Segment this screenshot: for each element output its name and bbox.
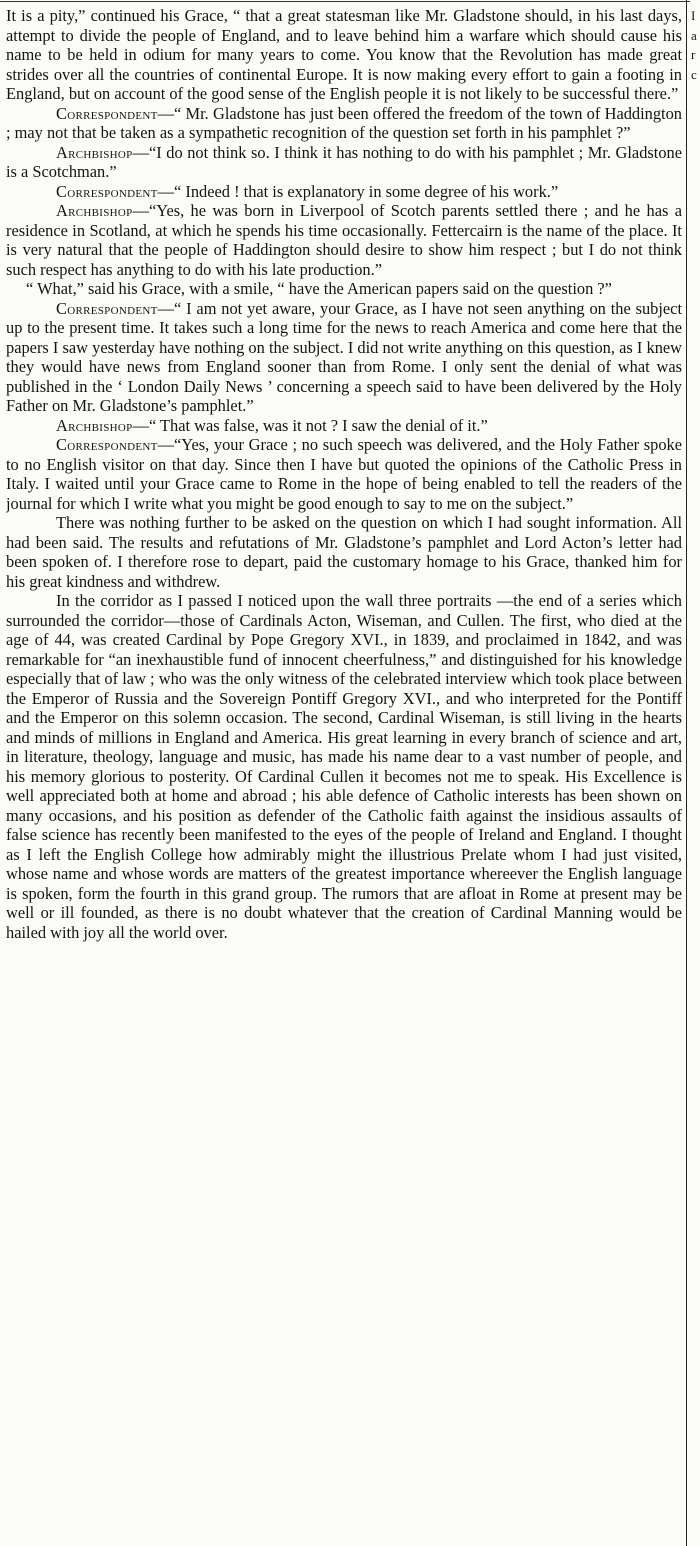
paragraph-narration — [6, 513, 682, 591]
paragraph-text: —“Yes, your Grace ; no such speech was delivered, and the Holy Father spoke to no English visitor on that day. Since then I have but quoted the opinions of the Catholic Press in Italy. I waited until your Grace came to Rome in the hope of being enabled to tell the readers of the journal for which I write what you might be good enough to say to me on the subject.” — [6, 435, 682, 513]
fragment-char: r — [691, 47, 696, 62]
paragraph-text: —“ Mr. Gladstone has just been offered the freedom of the town of Haddington ; may not that be taken as a sympathetic recognition of the question set forth in his pamphlet ?” — [6, 103, 682, 142]
adjacent-column-fragment — [691, 0, 700, 1546]
paragraph-dialogue — [6, 416, 682, 436]
speaker-label: Correspondent — [56, 103, 158, 123]
speaker-label: Correspondent — [56, 298, 158, 318]
paragraph-text: —“ That was false, was it not ? I saw the denial of it.” — [132, 415, 488, 435]
paragraph-text: —“Yes, he was born in Liverpool of Scotch parents settled there ; and he has a residence in Scotland, at which he spends his time occasionally. Fettercairn is the name of the place. It is very natural that the people of Haddington should desire to show him respect ; but I do not think such respect has anything to do with his late production.” — [6, 201, 682, 279]
paragraph-dialogue — [6, 201, 682, 279]
column-rule — [686, 0, 687, 1546]
paragraph-dialogue — [6, 299, 682, 416]
article-column — [6, 6, 682, 1540]
speaker-label: Correspondent — [56, 181, 158, 201]
paragraph-text: —“I do not think so. I think it has nothing to do with his pamphlet ; Mr. Gladstone is a Scotchman.” — [6, 142, 682, 181]
fragment-char: c — [691, 66, 697, 82]
fragment-char: I — [691, 8, 696, 23]
fragment-char: a — [691, 27, 697, 43]
speaker-label: Archbishop — [56, 415, 133, 435]
paragraph-narration — [6, 591, 682, 942]
paragraph-narration — [6, 279, 682, 299]
top-rule — [0, 1, 690, 2]
paragraph-dialogue — [6, 182, 682, 202]
paragraph-text: “ What,” said his Grace, with a smile, “ have the American papers said on the question ?” — [26, 279, 612, 298]
paragraph-text: —“ I am not yet aware, your Grace, as I have not seen anything on the subject up to the present time. It takes such a long time for the news to reach America and come here that the papers I saw yesterday have nothing on the subject. I did not write anything on this question, as I knew they would have news from England sooner than from Rome. I only sent the denial of what was published in the ‘ London Daily News ’ concerning a speech said to have been delivered by the Holy Father on Mr. Gladstone’s pamphlet.” — [6, 298, 682, 415]
paragraph-dialogue — [6, 104, 682, 143]
paragraph-text: In the corridor as I passed I noticed upon the wall three portraits —the end of a series which surrounded the corridor—those of Cardinals Acton, Wiseman, and Cullen. The first, who died at the age of 44, was created Cardinal by Pope Gregory XVI., in 1839, and proclaimed in 1842, and was remarkable for “an inexhaustible fund of innocent cheerfulness,” and distinguished for his knowledge especially that of law ; who was the only witness of the celebrated interview which took place between the Emperor of Russia and the Sovereign Pontiff Gregory XVI., and who interpreted for the Pontiff and the Emperor on this solemn occasion. The second, Cardinal Wiseman, is still living in the hearts and minds of millions in England and America. His great learning in every branch of science and art, in literature, theology, language and music, has made his name dear to a vast number of people, and his memory glorious to posterity. Of Cardinal Cullen it becomes not me to speak. His Excellence is well appreciated both at home and abroad ; his able defence of Catholic interests has been shown on many occasions, and his position as defender of the Catholic faith against the insidious assaults of false science has recently been manifested to the eyes of the people of Ireland and England. I thought as I left the English College how admirably might the illustrious Prelate whom I had just visited, whose name and whose words are matters of the greatest importance whereever the English language is spoken, form the fourth in this grand group. The rumors that are afloat in Rome at present may be well or ill founded, as there is no doubt whatever that the creation of Cardinal Manning would be hailed with joy all the world over. — [6, 591, 682, 942]
paragraph-dialogue — [6, 143, 682, 182]
paragraph-text: There was nothing further to be asked on the question on which I had sought information. All had been said. The results and refutations of Mr. Gladstone’s pamphlet and Lord Acton’s letter had been spoken of. I therefore rose to depart, paid the customary homage to his Grace, thanked him for his great kindness and withdrew. — [6, 513, 682, 591]
paragraph-text: It is a pity,” continued his Grace, “ that a great statesman like Mr. Gladstone should, in his last days, attempt to divide the people of England, and to leave behind him a warfare which should cause his name to be held in odium for many years to come. You know that the Revolution has made great strides over all the countries of continental Europe. It is now making every effort to gain a footing in England, but on account of the good sense of the English people it is not likely to be successful there.” — [6, 6, 682, 103]
paragraph-dialogue — [6, 435, 682, 513]
paragraph-intro — [6, 6, 682, 104]
speaker-label: Correspondent — [56, 435, 158, 454]
speaker-label: Archbishop — [56, 201, 133, 220]
paragraph-text: —“ Indeed ! that is explanatory in some degree of his work.” — [157, 181, 559, 201]
speaker-label: Archbishop — [56, 142, 133, 162]
